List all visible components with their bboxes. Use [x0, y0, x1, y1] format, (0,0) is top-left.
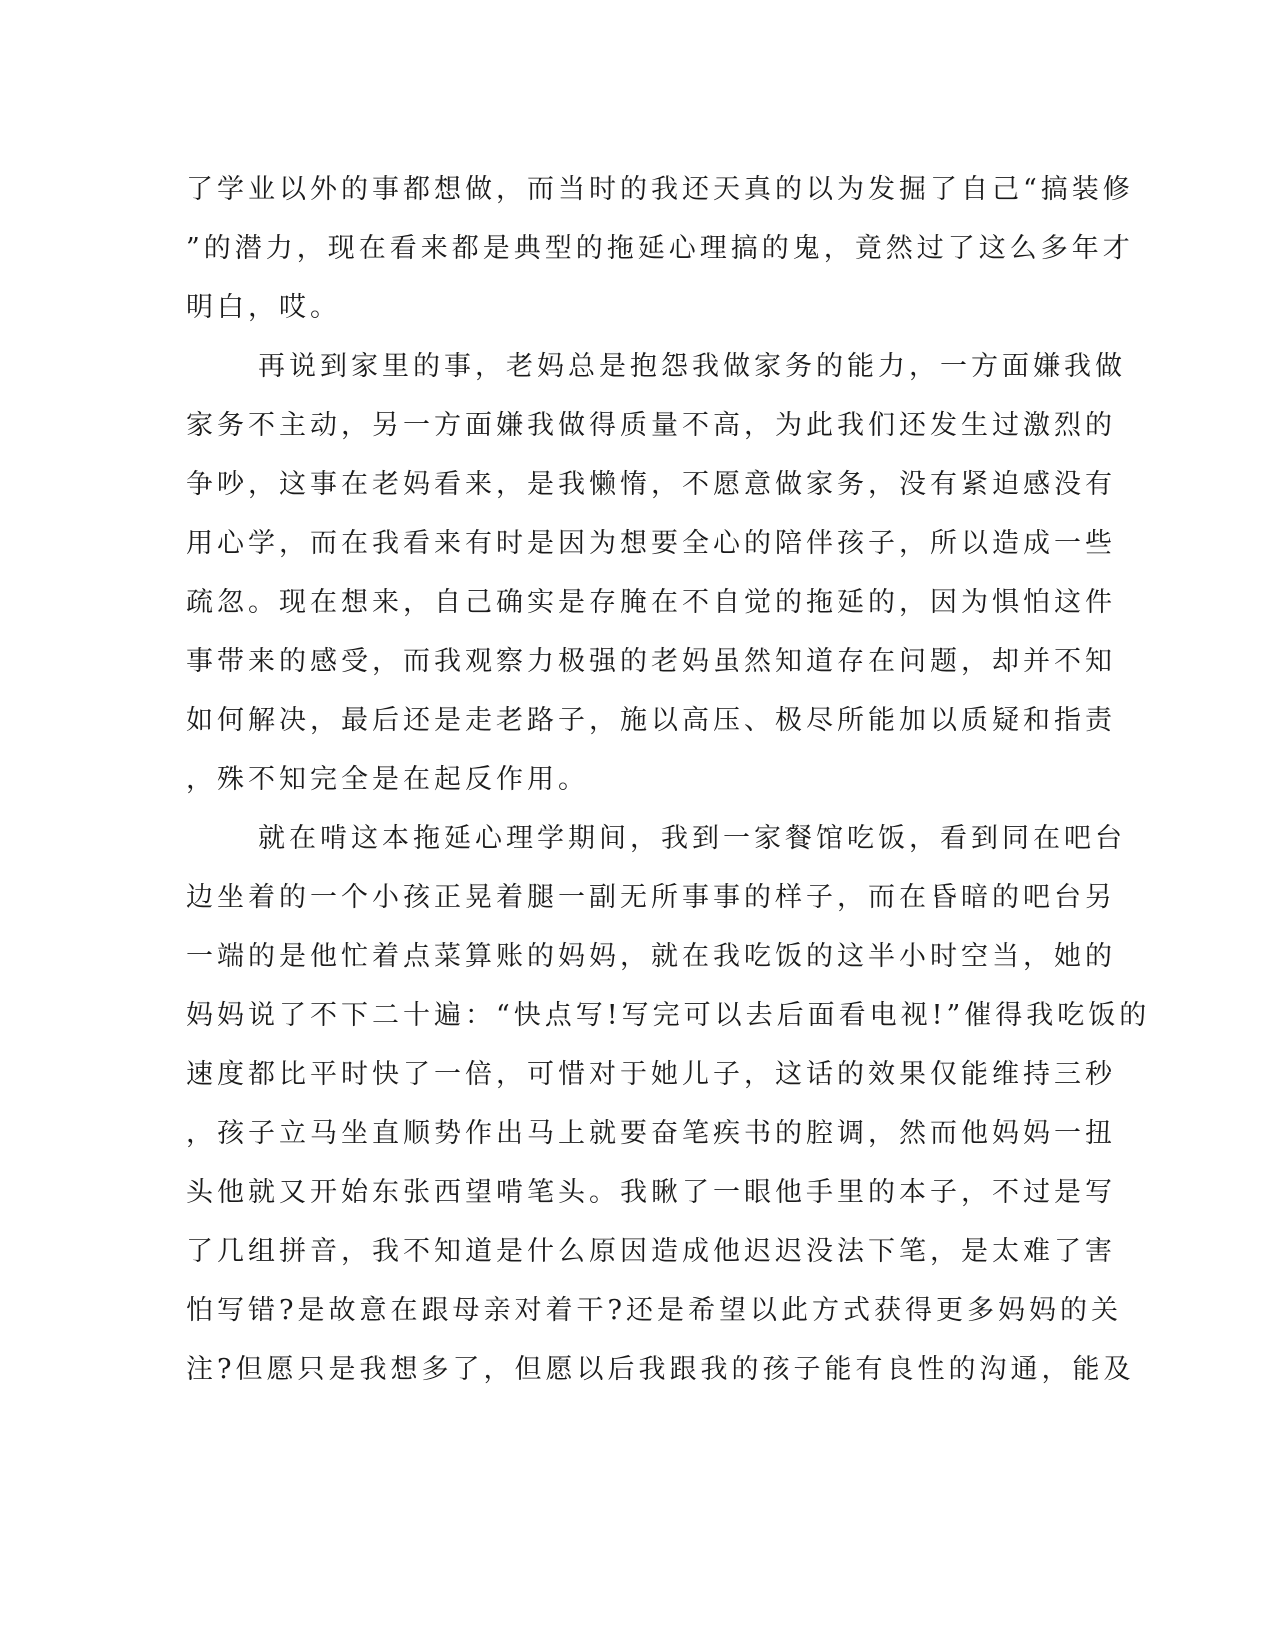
body-text: [186, 160, 1151, 1399]
paragraph-first-line: 就在啃这本拖延心理学期间，我到一家餐馆吃饭，看到同在吧台: [258, 823, 1126, 854]
text-line: 边坐着的一个小孩正晃着腿一副无所事事的样子，而在昏暗的吧台另: [186, 882, 1116, 913]
text-line: 疏忽。现在想来，自己确实是存腌在不自觉的拖延的，因为惧怕这件: [186, 587, 1116, 618]
text-line: 明白，哎。: [186, 292, 341, 323]
text-line: 争吵，这事在老妈看来，是我懒惰，不愿意做家务，没有紧迫感没有: [186, 469, 1116, 500]
text-line: 用心学，而在我看来有时是因为想要全心的陪伴孩子，所以造成一些: [186, 528, 1116, 559]
text-line: 速度都比平时快了一倍，可惜对于她儿子，这话的效果仅能维持三秒: [186, 1059, 1116, 1090]
text-line: 怕写错?是故意在跟母亲对着干?还是希望以此方式获得更多妈妈的关: [186, 1295, 1122, 1326]
text-line: 一端的是他忙着点菜算账的妈妈，就在我吃饭的这半小时空当，她的: [186, 941, 1116, 972]
text-line: 妈妈说了不下二十遍：“快点写!写完可以去后面看电视!”催得我吃饭的: [186, 1000, 1151, 1031]
text-line: 家务不主动，另一方面嫌我做得质量不高，为此我们还发生过激烈的: [186, 410, 1116, 441]
text-line: 了学业以外的事都想做，而当时的我还天真的以为发掘了自己“搞装修: [186, 174, 1134, 205]
text-line: 如何解决，最后还是走老路子，施以高压、极尽所能加以质疑和指责: [186, 705, 1116, 736]
text-line: ，孩子立马坐直顺势作出马上就要奋笔疾书的腔调，然而他妈妈一扭: [186, 1118, 1116, 1149]
paragraph-first-line: 再说到家里的事，老妈总是抱怨我做家务的能力，一方面嫌我做: [258, 351, 1126, 382]
text-line: 事带来的感受，而我观察力极强的老妈虽然知道存在问题，却并不知: [186, 646, 1116, 677]
text-line: 了几组拼音，我不知道是什么原因造成他迟迟没法下笔，是太难了害: [186, 1236, 1116, 1267]
text-line: 头他就又开始东张西望啃笔头。我瞅了一眼他手里的本子，不过是写: [186, 1177, 1116, 1208]
text-line: 注?但愿只是我想多了，但愿以后我跟我的孩子能有良性的沟通，能及: [186, 1354, 1135, 1385]
text-line: ，殊不知完全是在起反作用。: [186, 764, 589, 795]
text-line: ”的潜力，现在看来都是典型的拖延心理搞的鬼，竟然过了这么多年才: [186, 233, 1134, 264]
